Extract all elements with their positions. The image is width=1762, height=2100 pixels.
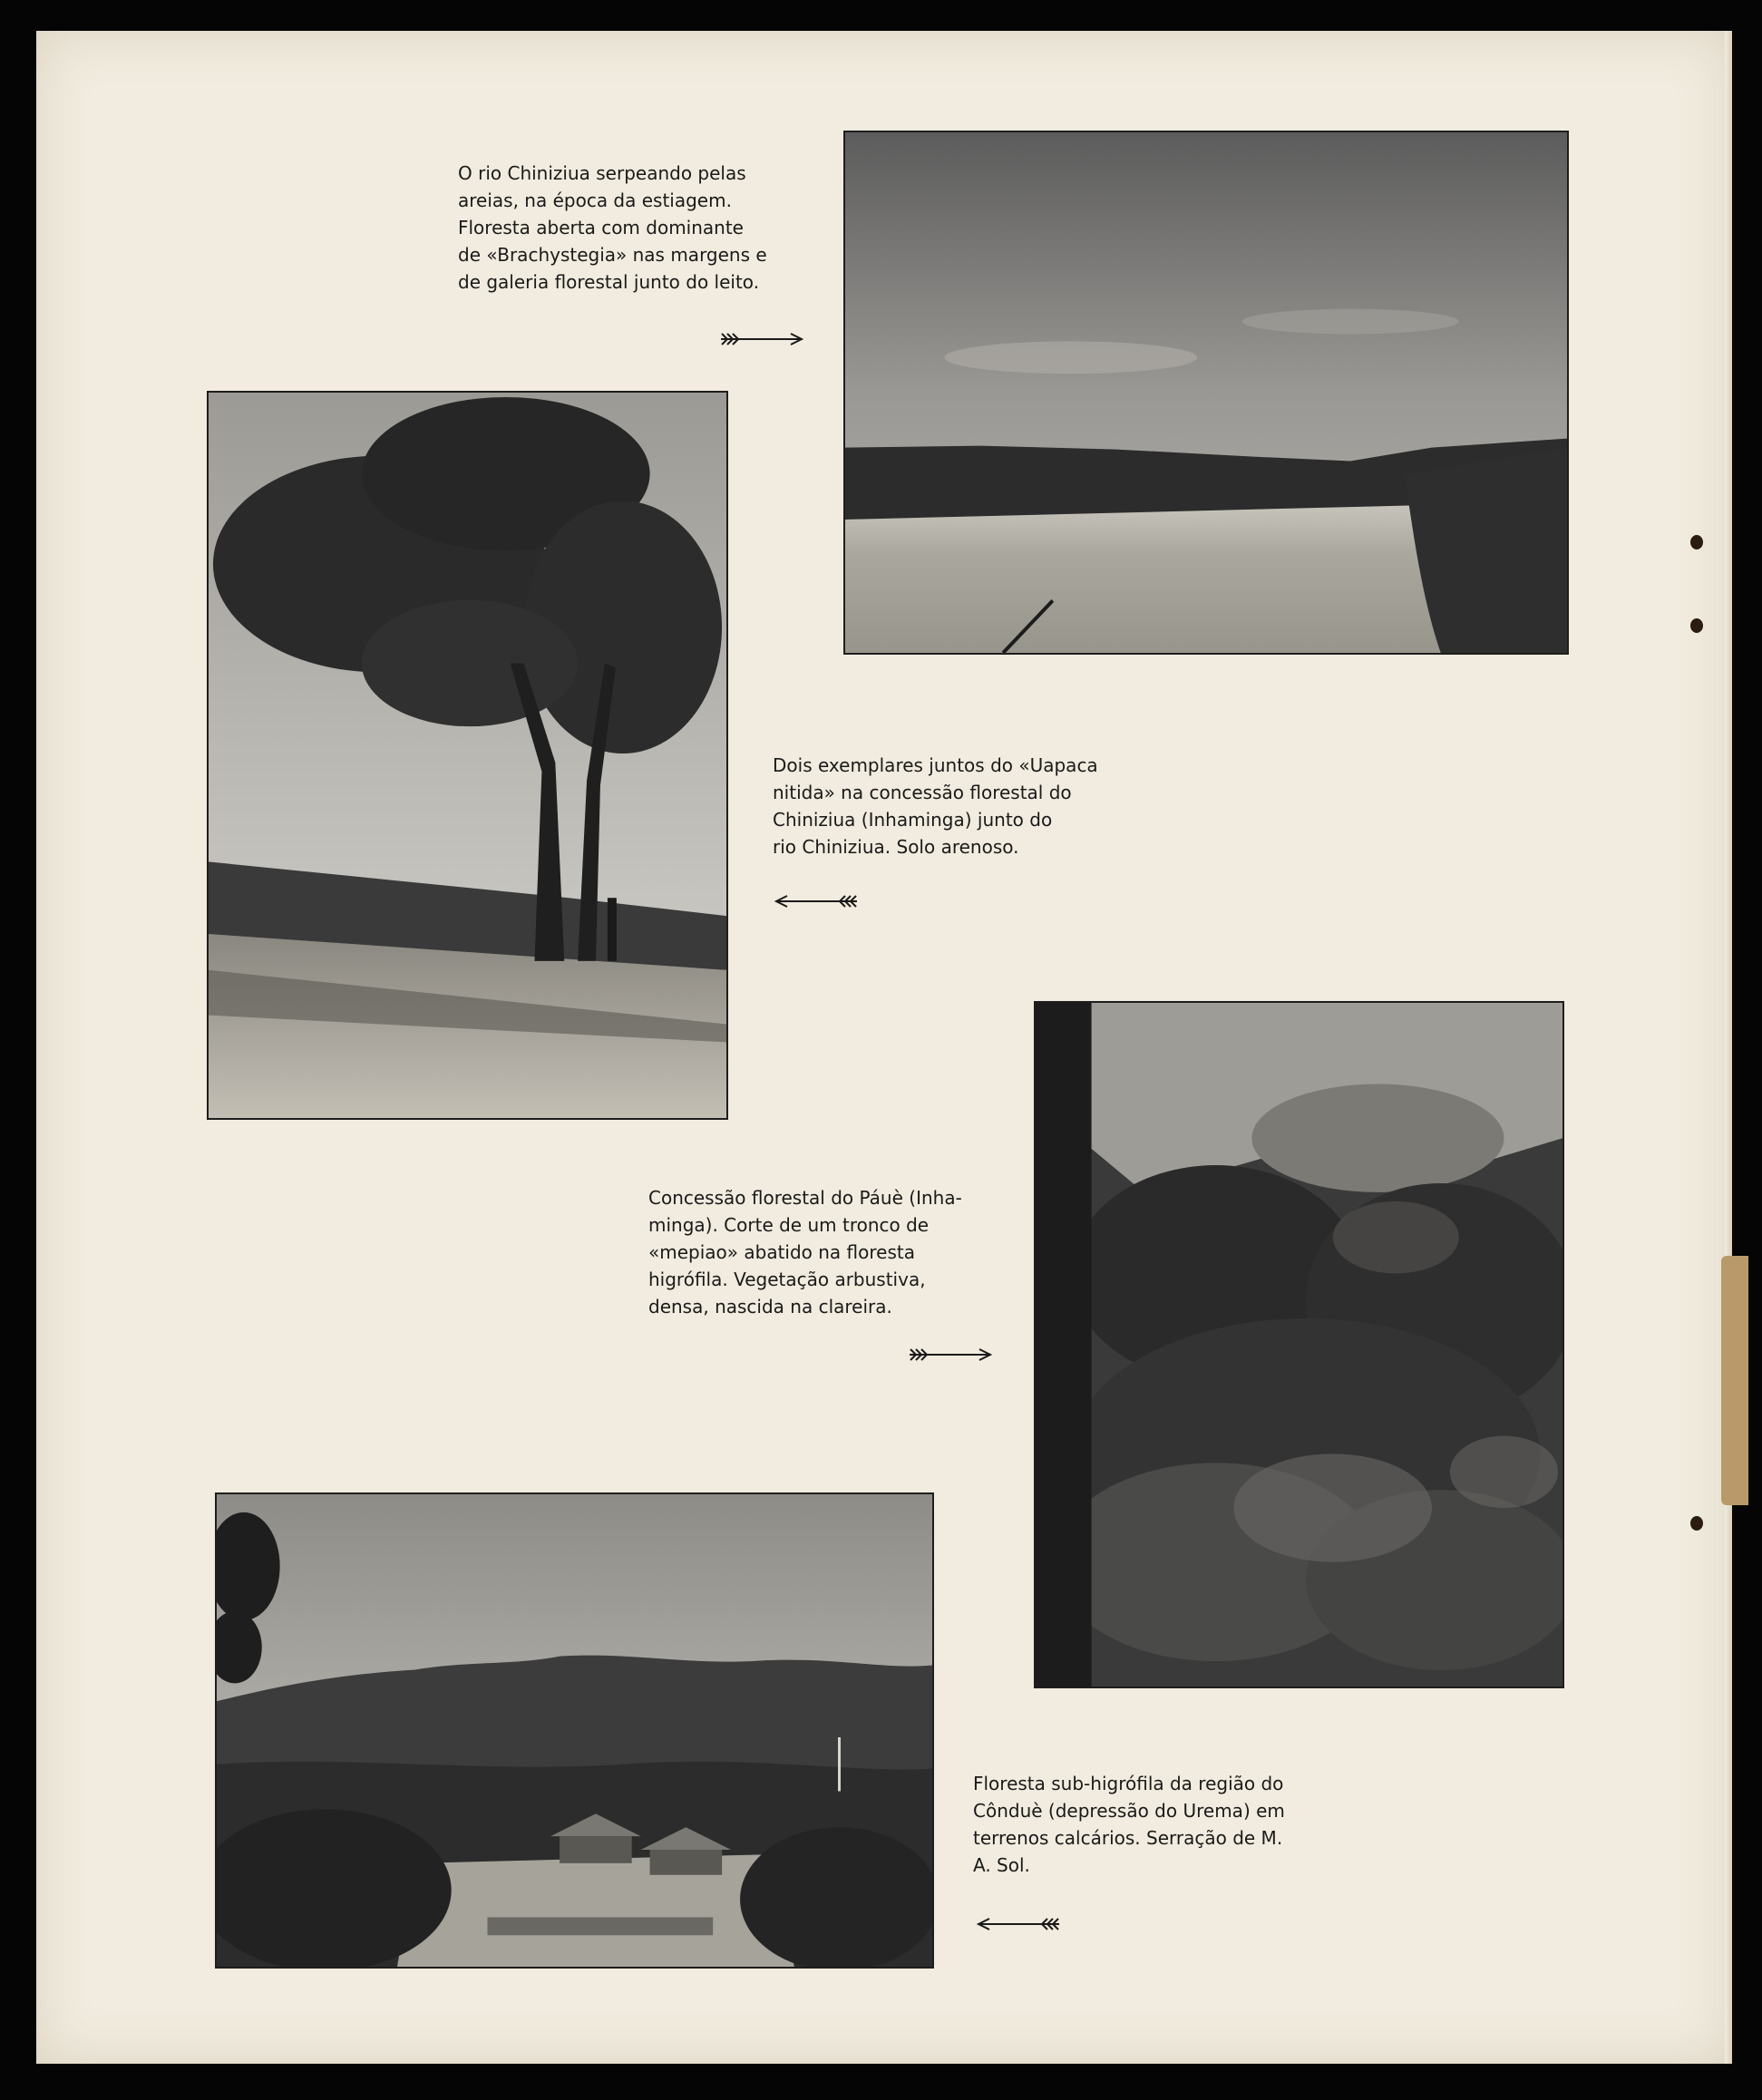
page-edge	[1725, 31, 1732, 2064]
arrow-right-icon	[905, 1346, 996, 1364]
river-photo	[843, 131, 1569, 655]
page-tab	[1721, 1256, 1748, 1505]
caption-condue: Floresta sub-higrófila da região do Cônduè (depressão do Urema) em terrenos calcários. Serração de M. A. Sol.	[973, 1773, 1285, 1876]
caption-paue: Concessão florestal do Páuè (Inha- minga). Corte de um tronco de «mepiao» abatido na floresta higrófila. Vegetação arbustiva, densa, nascida na clareira.	[648, 1187, 962, 1317]
arrow-left-icon	[771, 892, 862, 910]
binding-hole	[1690, 618, 1703, 633]
dense-forest-photo	[1034, 1001, 1564, 1688]
caption-uapaca: Dois exemplares juntos do «Uapaca nitida» na concessão florestal do Chiniziua (Inhaminga) junto do rio Chiniziua. Solo arenoso.	[773, 754, 1098, 858]
album-page	[36, 31, 1732, 2064]
tree-photo	[207, 391, 728, 1120]
binding-hole	[1690, 1516, 1703, 1531]
caption-river: O rio Chiniziua serpeando pelas areias, na época da estiagem. Floresta aberta com dominante de «Brachystegia» nas margens e de galeria florestal junto do leito.	[458, 162, 767, 293]
binding-hole	[1690, 535, 1703, 549]
arrow-right-icon	[716, 330, 807, 348]
arrow-left-icon	[973, 1915, 1064, 1933]
sawmill-valley-photo	[215, 1492, 934, 1969]
